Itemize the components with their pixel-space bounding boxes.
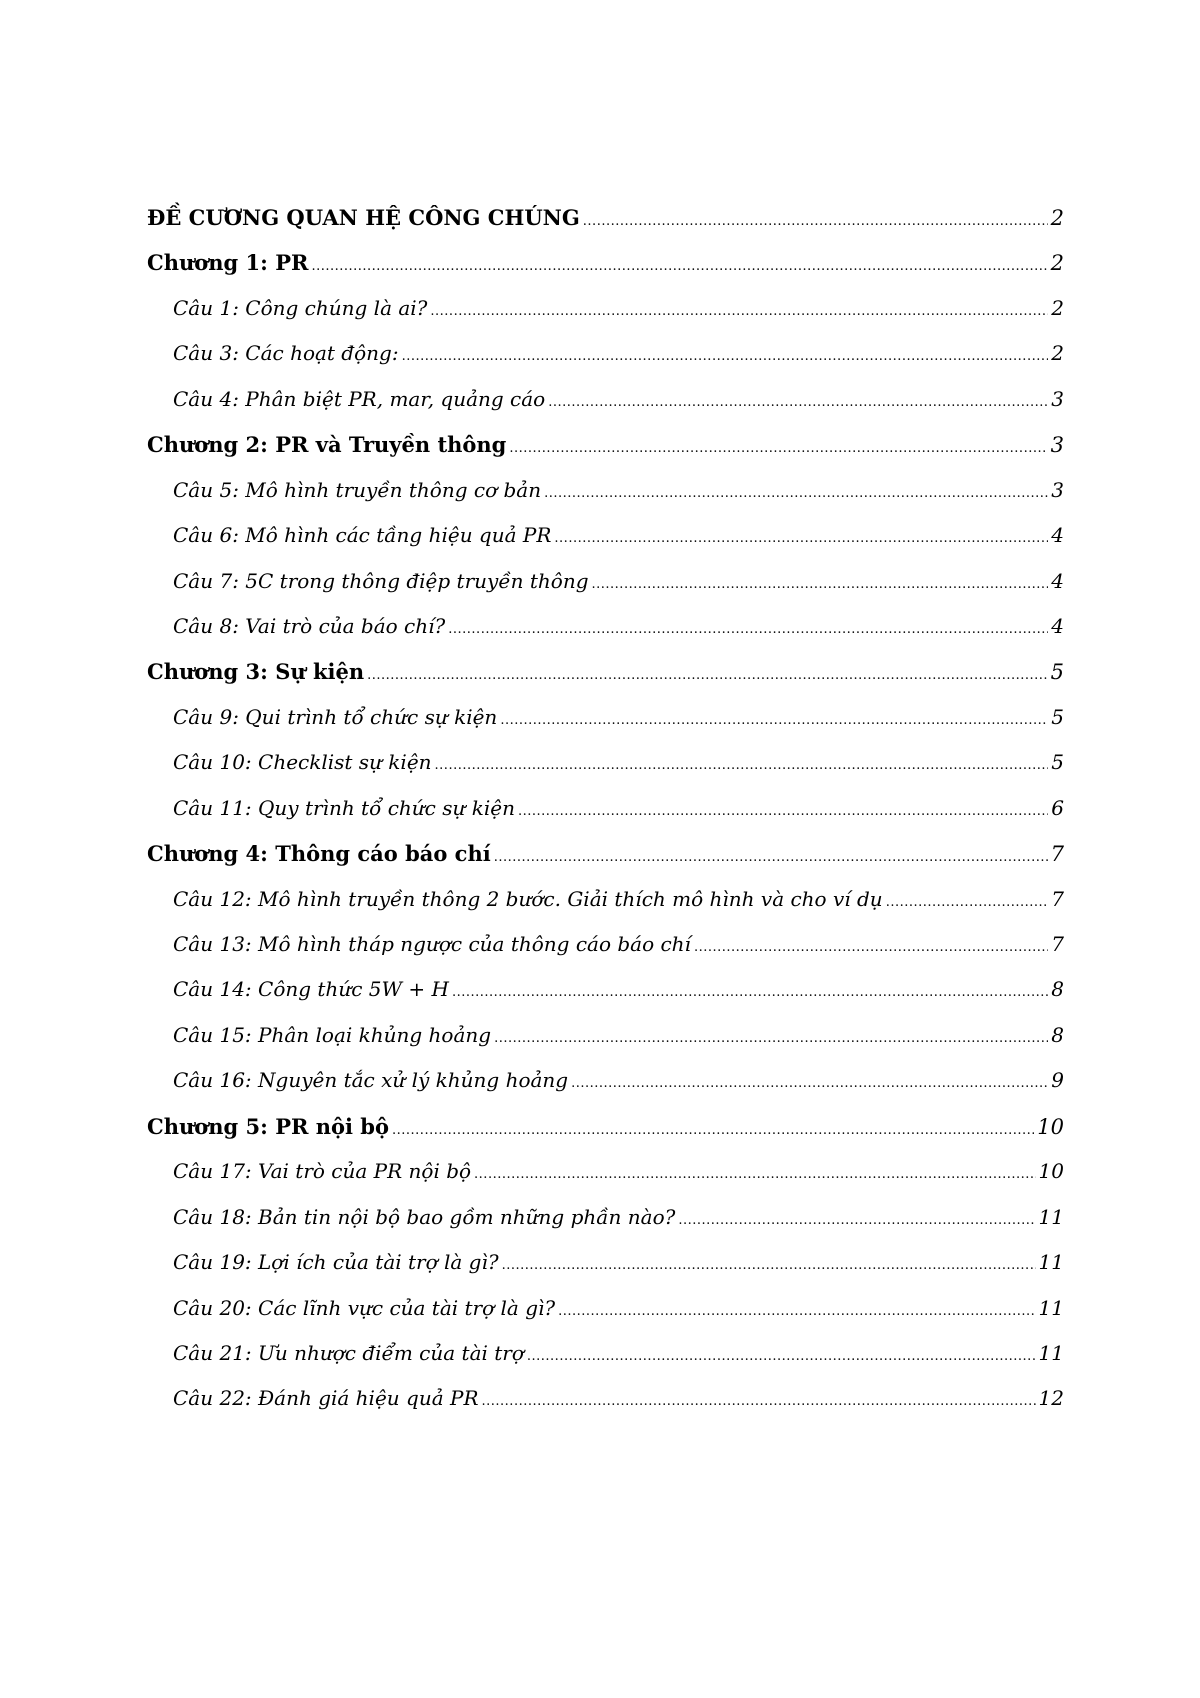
toc-chapter-entry[interactable]	[147, 250, 1064, 295]
toc-page-number: 5	[1051, 704, 1064, 729]
toc-dot-leader	[367, 669, 1048, 682]
toc-page-number: 9	[1051, 1068, 1064, 1093]
toc-page-number: 4	[1051, 523, 1064, 548]
table-of-contents	[147, 205, 1064, 1432]
toc-entry-title: Câu 4: Phân biệt PR, mar, quảng cáo	[173, 386, 546, 411]
toc-page-number: 4	[1051, 568, 1064, 593]
toc-entry-title: Câu 10: Checklist sự kiện	[173, 750, 432, 775]
toc-question-entry[interactable]	[147, 1159, 1064, 1204]
toc-entry-title: Câu 22: Đánh giá hiệu quả PR	[173, 1386, 479, 1411]
toc-dot-leader	[527, 1350, 1036, 1363]
toc-page-number: 10	[1038, 1159, 1064, 1184]
toc-page-number: 11	[1038, 1204, 1064, 1229]
toc-dot-leader	[474, 1168, 1036, 1181]
toc-entry-title: Câu 20: Các lĩnh vực của tài trợ là gì?	[173, 1295, 556, 1320]
toc-dot-leader	[494, 1032, 1048, 1045]
toc-question-entry[interactable]	[147, 1296, 1064, 1341]
toc-entry-title: Câu 1: Công chúng là ai?	[173, 295, 428, 320]
toc-question-entry[interactable]	[147, 478, 1064, 523]
toc-question-entry[interactable]	[147, 705, 1064, 750]
toc-dot-leader	[583, 215, 1048, 228]
toc-chapter-entry[interactable]	[147, 205, 1064, 250]
toc-question-entry[interactable]	[147, 1341, 1064, 1386]
toc-dot-leader	[554, 532, 1048, 545]
toc-dot-leader	[571, 1077, 1048, 1090]
toc-page-number: 11	[1038, 1295, 1064, 1320]
toc-entry-title: Câu 9: Qui trình tổ chức sự kiện	[173, 704, 498, 729]
toc-question-entry[interactable]	[147, 614, 1064, 659]
toc-page-number: 11	[1038, 1250, 1064, 1275]
toc-chapter-entry[interactable]	[147, 432, 1064, 477]
toc-dot-leader	[430, 305, 1048, 318]
toc-dot-leader	[500, 714, 1048, 727]
toc-entry-title: Chương 2: PR và Truyền thông	[147, 432, 507, 458]
toc-entry-title: Câu 11: Quy trình tổ chức sự kiện	[173, 795, 515, 820]
toc-page-number: 4	[1051, 613, 1064, 638]
toc-dot-leader	[678, 1214, 1035, 1227]
toc-entry-title: Câu 16: Nguyên tắc xử lý khủng hoảng	[173, 1068, 569, 1093]
toc-chapter-entry[interactable]	[147, 841, 1064, 886]
toc-question-entry[interactable]	[147, 1250, 1064, 1295]
toc-entry-title: ĐỀ CƯƠNG QUAN HỆ CÔNG CHÚNG	[147, 205, 580, 230]
toc-entry-title: Câu 21: Ưu nhược điểm của tài trợ	[173, 1340, 524, 1365]
toc-entry-title: Câu 5: Mô hình truyền thông cơ bản	[173, 477, 542, 502]
toc-dot-leader	[502, 1259, 1036, 1272]
toc-entry-title: Câu 6: Mô hình các tầng hiệu quả PR	[173, 523, 552, 548]
toc-entry-title: Câu 12: Mô hình truyền thông 2 bước. Giải thích mô hình và cho ví dụ	[173, 886, 883, 911]
toc-page-number: 10	[1037, 1114, 1064, 1139]
toc-chapter-entry[interactable]	[147, 659, 1064, 704]
toc-page-number: 7	[1050, 842, 1064, 867]
toc-entry-title: Chương 4: Thông cáo báo chí	[147, 841, 491, 867]
toc-page-number: 7	[1051, 886, 1064, 911]
toc-entry-title: Câu 3: Các hoạt động:	[173, 341, 399, 366]
toc-question-entry[interactable]	[147, 977, 1064, 1022]
toc-page-number: 5	[1050, 660, 1064, 685]
toc-dot-leader	[448, 623, 1048, 636]
toc-page-number: 2	[1051, 295, 1064, 320]
toc-page-number: 11	[1038, 1340, 1064, 1365]
toc-dot-leader	[435, 759, 1049, 772]
toc-dot-leader	[518, 805, 1048, 818]
toc-entry-title: Chương 1: PR	[147, 250, 309, 276]
toc-chapter-entry[interactable]	[147, 1114, 1064, 1159]
toc-page-number: 5	[1051, 750, 1064, 775]
toc-question-entry[interactable]	[147, 387, 1064, 432]
toc-question-entry[interactable]	[147, 887, 1064, 932]
toc-dot-leader	[558, 1305, 1035, 1318]
toc-page-number: 2	[1051, 341, 1064, 366]
toc-entry-title: Câu 15: Phân loại khủng hoảng	[173, 1022, 492, 1047]
toc-dot-leader	[392, 1124, 1034, 1137]
toc-question-entry[interactable]	[147, 1068, 1064, 1113]
toc-question-entry[interactable]	[147, 523, 1064, 568]
toc-entry-title: Chương 3: Sự kiện	[147, 659, 365, 685]
toc-page-number: 3	[1051, 386, 1064, 411]
toc-dot-leader	[509, 442, 1047, 455]
toc-dot-leader	[548, 396, 1048, 409]
toc-entry-title: Câu 8: Vai trò của báo chí?	[173, 613, 446, 638]
toc-dot-leader	[452, 986, 1048, 999]
toc-dot-leader	[482, 1395, 1036, 1408]
toc-page-number: 3	[1050, 433, 1064, 458]
toc-page-number: 2	[1050, 206, 1064, 230]
toc-page-number: 7	[1051, 932, 1064, 956]
toc-page-number: 6	[1051, 795, 1064, 820]
toc-page-number: 8	[1051, 1022, 1064, 1047]
toc-question-entry[interactable]	[147, 796, 1064, 841]
toc-question-entry[interactable]	[147, 1205, 1064, 1250]
toc-question-entry[interactable]	[147, 750, 1064, 795]
toc-dot-leader	[494, 851, 1048, 864]
toc-question-entry[interactable]	[147, 1386, 1064, 1431]
toc-entry-title: Chương 5: PR nội bộ	[147, 1113, 390, 1139]
toc-dot-leader	[592, 578, 1049, 591]
toc-entry-title: Câu 13: Mô hình tháp ngược của thông cáo báo chí	[173, 932, 691, 956]
toc-page-number: 8	[1051, 977, 1064, 1002]
toc-dot-leader	[544, 487, 1048, 500]
toc-page-number: 2	[1050, 251, 1064, 276]
toc-page-number: 3	[1051, 477, 1064, 502]
toc-entry-title: Câu 17: Vai trò của PR nội bộ	[173, 1159, 472, 1184]
toc-entry-title: Câu 18: Bản tin nội bộ bao gồm những phần nào?	[173, 1204, 676, 1229]
toc-entry-title: Câu 19: Lợi ích của tài trợ là gì?	[173, 1250, 499, 1275]
toc-page-number: 12	[1038, 1386, 1064, 1411]
toc-dot-leader	[402, 350, 1049, 363]
toc-entry-title: Câu 14: Công thức 5W + H	[173, 977, 449, 1002]
toc-question-entry[interactable]	[147, 1023, 1064, 1068]
toc-entry-title: Câu 7: 5C trong thông điệp truyền thông	[173, 568, 589, 593]
toc-dot-leader	[886, 896, 1049, 909]
toc-question-entry[interactable]	[147, 932, 1064, 977]
toc-question-entry[interactable]	[147, 569, 1064, 614]
toc-question-entry[interactable]	[147, 341, 1064, 386]
toc-dot-leader	[311, 260, 1047, 273]
toc-dot-leader	[694, 941, 1048, 954]
toc-question-entry[interactable]	[147, 296, 1064, 341]
